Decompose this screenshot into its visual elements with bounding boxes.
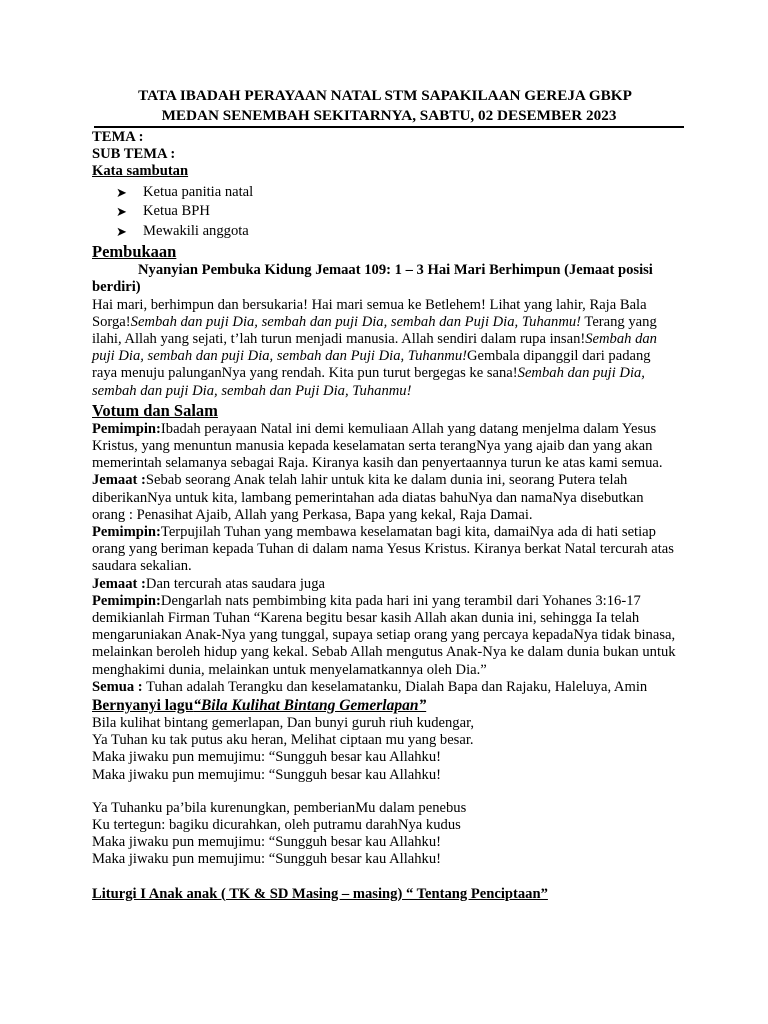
kata-sambutan-heading: Kata sambutan — [92, 163, 189, 180]
jemaat-line-2: Jemaat :Dan tercurah atas saudara juga — [92, 575, 325, 592]
lyric-line: Bila kulihat bintang gemerlapan, Dan bunyi guruh riuh kudengar, — [92, 714, 475, 731]
votum-heading: Votum dan Salam — [92, 400, 218, 420]
document-page — [92, 86, 678, 903]
list-item: ➤ Mewakili anggota — [116, 222, 249, 239]
liturgi-heading: Liturgi I Anak anak ( TK & SD Masing – masing) “ Tentang Penciptaan” — [92, 885, 548, 902]
arrow-bullet-icon: ➤ — [116, 184, 127, 200]
list-item: ➤ Ketua BPH — [116, 203, 210, 220]
opening-song-lyrics: Hai mari, berhimpun dan bersukaria! Hai mari semua ke Betlehem! Lihat yang lahir, Raja Bala Sorga!Sembah dan puji Dia, sembah dan puji Dia, sembah dan Puji Dia, Tuhanmu! Terang yang ilahi, Allah yang sejati, t’lah turun menjadi manusia. Allah sendiri dalam rupa insan!Sembah dan puji Dia, sembah dan puji Dia, sembah dan Puji Dia, Tuhanmu!Gembala dipanggil dari padang raya menuju palunganNya yang rendah. Kita pun turut bergegas ke sana!Sembah dan puji Dia, sembah dan puji Dia, sembah dan Puji Dia, Tuhanmu! — [92, 296, 657, 399]
lyric-line: Ya Tuhan ku tak putus aku heran, Melihat ciptaan mu yang besar. — [92, 732, 474, 749]
tema-label: TEMA : — [92, 129, 144, 145]
pembukaan-heading: Pembukaan — [92, 242, 177, 262]
arrow-bullet-icon: ➤ — [116, 204, 127, 220]
title-line-1: TATA IBADAH PERAYAAN NATAL STM SAPAKILAAN GEREJA GBKP — [138, 87, 632, 104]
pemimpin-line-1: Pemimpin:Ibadah perayaan Natal ini demi kemuliaan Allah yang datang menjelma dalam Yesus Kristus, yang menuntun manusia kepada keselamatan serta terangNya yang ajaib dan yang akan memerintah selamanya sebagai Raja. Kiranya kasih dan penyertaannya turun ke atas kami semua. — [92, 420, 663, 472]
jemaat-line-1: Jemaat :Sebab seorang Anak telah lahir untuk kita ke dalam dunia ini, seorang Putera telah diberikanNya untuk kita, lambang pemerintahan ada diatas bahuNya dan namaNya disebutkan orang : Penasihat Ajaib, Allah yang Perkasa, Bapa yang kekal, Raja Damai. — [92, 472, 644, 523]
lyric-line: Ku tertegun: bagiku dicurahkan, oleh putramu darahNya kudus — [92, 817, 461, 833]
lyric-line: Maka jiwaku pun memujimu: “Sungguh besar kau Allahku! — [92, 766, 441, 783]
pemimpin-line-3: Pemimpin:Dengarlah nats pembimbing kita pada hari ini yang terambil dari Yohanes 3:16-17 demikianlah Firman Tuhan “Karena begitu besar kasih Allah akan dunia ini, sehingga Ia telah mengaruniakan Anak-Nya yang tunggal, supaya setiap orang yang percaya kepadaNya tidak binasa, melainkan beroleh hidup yang kekal. Sebab Allah mengutus Anak-Nya ke dalam dunia bukan untuk menghakimi dunia, melainkan untuk menyelamatkannya oleh Dia.” — [92, 592, 676, 678]
lyric-line: Maka jiwaku pun memujimu: “Sungguh besar kau Allahku! — [92, 749, 441, 766]
list-item: ➤ Ketua panitia natal — [116, 183, 254, 200]
opening-song-heading: Nyanyian Pembuka Kidung Jemaat 109: 1 – 3 Hai Mari Berhimpun (Jemaat posisi berdiri) — [92, 262, 653, 296]
song-stanza-2 — [92, 800, 678, 869]
arrow-bullet-icon: ➤ — [116, 223, 127, 239]
song-stanza-1 — [92, 715, 678, 784]
sub-tema-label: SUB TEMA : — [92, 146, 176, 163]
title-line-2: MEDAN SENEMBAH SEKITARNYA, SABTU, 02 DESEMBER 2023 — [94, 106, 684, 128]
sing-heading: Bernyanyi lagu“Bila Kulihat Bintang Gemerlapan” — [92, 696, 427, 714]
lyric-line: Maka jiwaku pun memujimu: “Sungguh besar kau Allahku! — [92, 851, 441, 868]
pemimpin-line-2: Pemimpin:Terpujilah Tuhan yang membawa keselamatan bagi kita, damaiNya ada di hati setiap orang yang beriman kepada Tuhan di dalam nama Yesus Kristus. Kiranya berkat Natal tercurah atas saudara sekalian. — [92, 523, 674, 575]
semua-line: Semua : Tuhan adalah Terangku dan keselamatanku, Dialah Bapa dan Rajaku, Haleluya, Amin — [92, 678, 648, 695]
sambutan-list — [92, 183, 678, 242]
lyric-line: Ya Tuhanku pa’bila kurenungkan, pemberianMu dalam penebus — [92, 799, 467, 816]
lyric-line: Maka jiwaku pun memujimu: “Sungguh besar kau Allahku! — [92, 834, 441, 851]
